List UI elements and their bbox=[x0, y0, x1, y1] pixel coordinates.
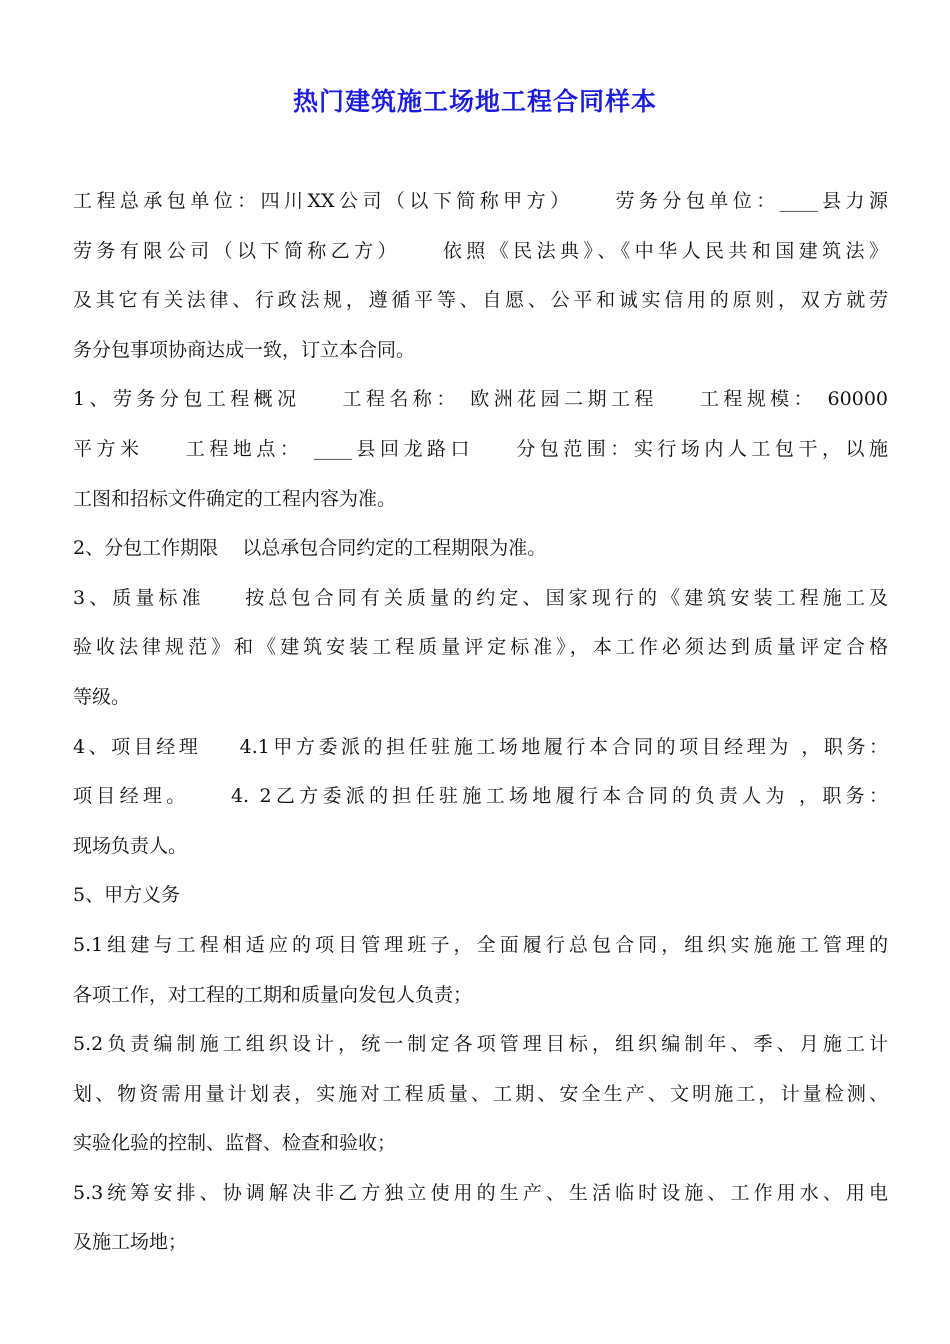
text-line: 5.1组建与工程相适应的项目管理班子，全面履行总包合同，组织实施施工管理的 bbox=[73, 933, 888, 956]
text-line: 平方米 工程地点： ____县回龙路口 分包范围：实行场内人工包干，以施 bbox=[73, 437, 888, 460]
text-line: 验收法律规范》和《建筑安装工程质量评定标准》，本工作必须达到质量评定合格 bbox=[73, 636, 888, 659]
text-line: 项目经理。 4. 2乙方委派的担任驻施工场地履行本合同的负责人为 ，职务： bbox=[73, 785, 888, 808]
text-line: 划、物资需用量计划表，实施对工程质量、工期、安全生产、文明施工，计量检测、 bbox=[73, 1082, 888, 1105]
text-line: 5.2负责编制施工组织设计，统一制定各项管理目标，组织编制年、季、月施工计 bbox=[73, 1033, 888, 1056]
text-line: 4、项目经理 4.1甲方委派的担任驻施工场地履行本合同的项目经理为 ，职务： bbox=[73, 735, 888, 758]
text-line: 5.3统筹安排、协调解决非乙方独立使用的生产、生活临时设施、工作用水、用电 bbox=[73, 1181, 888, 1204]
text-line: 及其它有关法律、行政法规，遵循平等、自愿、公平和诚实信用的原则，双方就劳 bbox=[73, 289, 888, 312]
text-line: 各项工作，对工程的工期和质量向发包人负责； bbox=[73, 983, 473, 1006]
text-line: 3、质量标准 按总包合同有关质量的约定、国家现行的《建筑安装工程施工及 bbox=[73, 586, 888, 609]
text-line: 实验化验的控制、监督、检查和验收； bbox=[73, 1132, 397, 1155]
text-line: 1、劳务分包工程概况 工程名称： 欧洲花园二期工程 工程规模： 60000 bbox=[73, 388, 888, 411]
text-line: 现场负责人。 bbox=[73, 834, 188, 857]
text-line: 工图和招标文件确定的工程内容为准。 bbox=[73, 487, 397, 510]
text-line: 劳务有限公司（以下简称乙方） 依照《民法典》、《中华人民共和国建筑法》 bbox=[73, 239, 888, 262]
text-line: 工程总承包单位：四川XX公司（以下简称甲方） 劳务分包单位：____县力源 bbox=[73, 190, 888, 212]
text-line: 等级。 bbox=[73, 685, 131, 708]
text-line: 2、分包工作期限 以总承包合同约定的工程期限为准。 bbox=[73, 537, 547, 560]
document-body bbox=[73, 177, 888, 1268]
text-line: 5、甲方义务 bbox=[73, 884, 181, 907]
document-title: 热门建筑施工场地工程合同样本 bbox=[292, 87, 657, 116]
text-line: 务分包事项协商达成一致，订立本合同。 bbox=[73, 338, 416, 361]
text-line: 及施工场地； bbox=[73, 1231, 188, 1254]
